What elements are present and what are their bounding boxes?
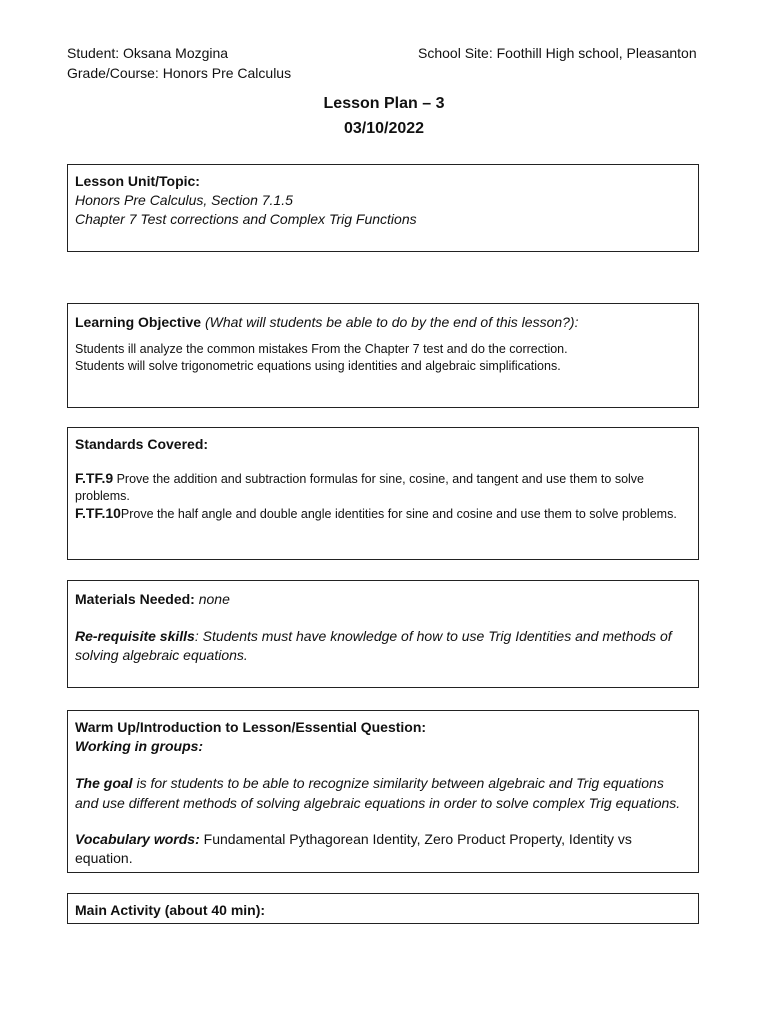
lesson-date: 03/10/2022 xyxy=(343,120,425,137)
warmup-label: Warm Up/Introduction to Lesson/Essential Question: xyxy=(75,719,427,735)
materials-label: Materials Needed: xyxy=(75,591,195,607)
main-activity-section xyxy=(67,893,699,924)
materials-section xyxy=(67,580,699,688)
lesson-unit-line-1: Honors Pre Calculus, Section 7.1.5 xyxy=(75,192,293,208)
vocabulary-text: Fundamental Pythagorean Identity, Zero Product Property, Identity vs equation. xyxy=(75,831,632,866)
standards-section xyxy=(67,427,699,560)
main-activity-label: Main Activity (about 40 min): xyxy=(75,902,266,918)
standard-code-2: F.TF.10 xyxy=(75,505,121,521)
school-site: School Site: Foothill High school, Pleasanton xyxy=(418,45,697,61)
learning-objective-section xyxy=(67,303,699,408)
lesson-unit-label: Lesson Unit/Topic: xyxy=(75,173,200,189)
standard-item-1 xyxy=(75,470,691,505)
materials-line xyxy=(75,590,691,609)
goal-text: is for students to be able to recognize similarity between algebraic and Trig equations and use different methods of solving algebraic equations in order to solve complex Trig equations. xyxy=(75,775,681,811)
standard-text-2: Prove the half angle and double angle identities for sine and cosine and use them to solve problems. xyxy=(120,507,677,521)
goal-label: The goal xyxy=(75,775,133,791)
learning-objective-heading xyxy=(75,313,691,332)
learning-objective-question: (What will students be able to do by the end of this lesson?): xyxy=(204,314,579,330)
vocabulary-label: Vocabulary words: xyxy=(75,831,200,847)
standards-label: Standards Covered: xyxy=(75,436,209,452)
standard-text-1: Prove the addition and subtraction formulas for sine, cosine, and tangent and use them to solve problems. xyxy=(75,472,645,503)
standard-code-1: F.TF.9 xyxy=(75,470,114,486)
prerequisite-text: : Students must have knowledge of how to use Trig Identities and methods of solving algebraic equations. xyxy=(75,628,672,663)
materials-value: none xyxy=(194,591,230,607)
learning-objective-label: Learning Objective xyxy=(75,314,202,330)
lesson-unit-section xyxy=(67,164,699,252)
grade-course: Grade/Course: Honors Pre Calculus xyxy=(67,65,292,81)
prerequisite-label: Re-requisite skills xyxy=(75,628,195,644)
warmup-section xyxy=(67,710,699,873)
working-in-groups: Working in groups: xyxy=(75,738,204,754)
prerequisite-skills xyxy=(75,627,691,665)
lesson-unit-line-2: Chapter 7 Test corrections and Complex Trig Functions xyxy=(75,211,417,227)
lesson-plan-title: Lesson Plan – 3 xyxy=(323,95,445,112)
goal-paragraph xyxy=(75,773,691,813)
learning-objective-line-2: Students will solve trigonometric equations using identities and algebraic simplifications. xyxy=(75,359,561,373)
learning-objective-line-1: Students ill analyze the common mistakes From the Chapter 7 test and do the correction. xyxy=(75,342,568,356)
student-name: Student: Oksana Mozgina xyxy=(67,45,229,61)
vocabulary-paragraph xyxy=(75,830,691,868)
standard-item-2 xyxy=(75,505,691,523)
